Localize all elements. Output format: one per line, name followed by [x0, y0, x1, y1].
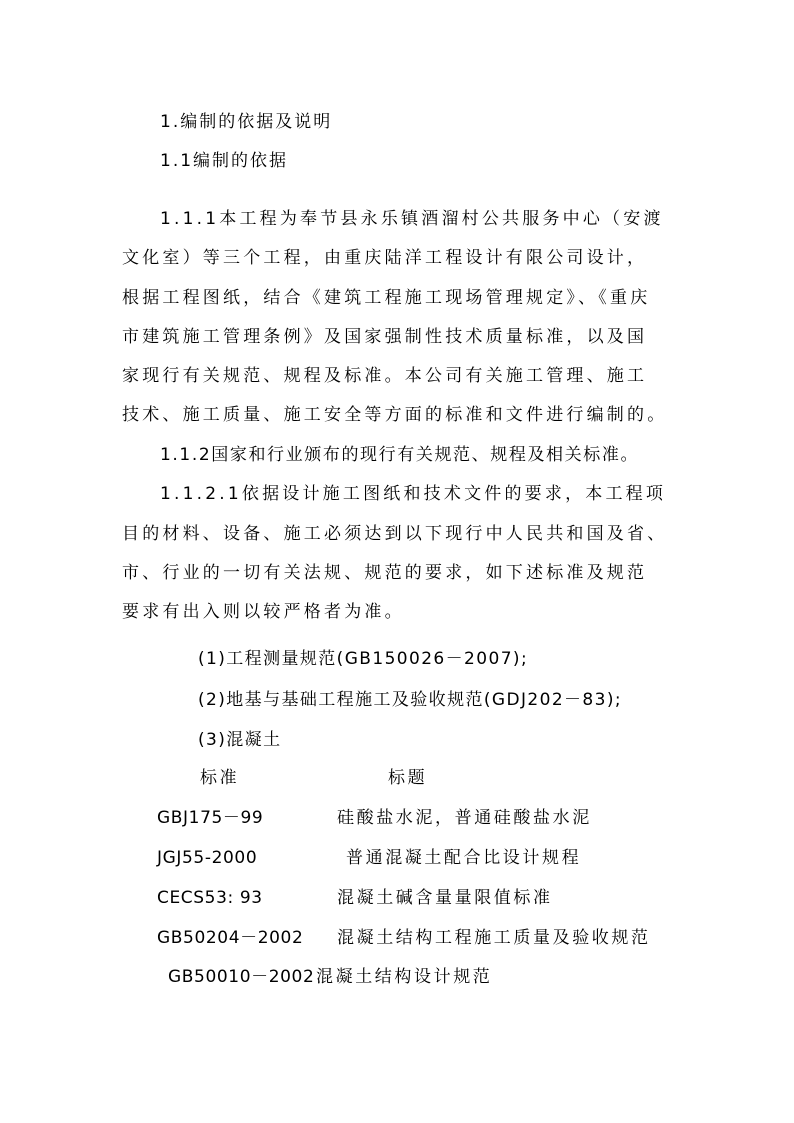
table-cell-title: 普通混凝土配合比设计规程: [346, 848, 582, 868]
para-1-1-2-1-line: 1.1.2.1依据设计施工图纸和技术文件的要求，本工程项: [160, 484, 667, 504]
table-cell-code: JGJ55-2000: [157, 848, 258, 868]
heading-1-1: 1.1编制的依据: [160, 151, 289, 171]
list-item: (1)工程测量规范(GB150026－2007);: [198, 649, 529, 669]
para-1-1-1-line: 根据工程图纸，结合《建筑工程施工现场管理规定》、《重庆: [122, 288, 651, 308]
table-cell-code: GB50204－2002: [157, 928, 304, 948]
table-cell-title: 混凝土结构工程施工质量及验收规范: [337, 928, 651, 948]
table-cell-title: 硅酸盐水泥，普通硅酸盐水泥: [337, 808, 592, 828]
para-1-1-2-1-line: 目的材料、设备、施工必须达到以下现行中人民共和国及省、: [122, 524, 668, 544]
para-1-1-2-1-line: 市、行业的一切有关法规、规范的要求，如下述标准及规范: [122, 563, 648, 583]
para-1-1-1-line: 市建筑施工管理条例》及国家强制性技术质量标准，以及国: [122, 327, 648, 347]
para-1-1-2: 1.1.2国家和行业颁布的现行有关规范、规程及相关标准。: [160, 445, 640, 465]
table-header-code: 标准: [200, 768, 240, 788]
para-1-1-2-1-line: 要求有出入则以较严格者为准。: [122, 602, 405, 622]
table-cell-code: CECS53: 93: [157, 888, 263, 908]
table-cell-code: GB50010－2002: [168, 967, 315, 987]
table-cell-title: 混凝土碱含量量限值标准: [337, 888, 553, 908]
para-1-1-1-line: 家现行有关规范、规程及标准。本公司有关施工管理、施工: [122, 366, 648, 386]
table-header-title: 标题: [388, 768, 428, 788]
para-1-1-1-line: 文化室）等三个工程，由重庆陆洋工程设计有限公司设计，: [122, 248, 648, 268]
para-1-1-1-line: 技术、施工质量、施工安全等方面的标准和文件进行编制的。: [122, 405, 668, 425]
table-cell-title: 混凝土结构设计规范: [316, 967, 493, 987]
table-cell-code: GBJ175－99: [157, 808, 264, 828]
list-item: (3)混凝土: [198, 730, 282, 750]
para-1-1-1-line: 1.1.1本工程为奉节县永乐镇酒溜村公共服务中心（安渡: [160, 209, 664, 229]
list-item: (2)地基与基础工程施工及验收规范(GDJ202－83);: [198, 690, 623, 710]
heading-1: 1.编制的依据及说明: [160, 112, 333, 132]
